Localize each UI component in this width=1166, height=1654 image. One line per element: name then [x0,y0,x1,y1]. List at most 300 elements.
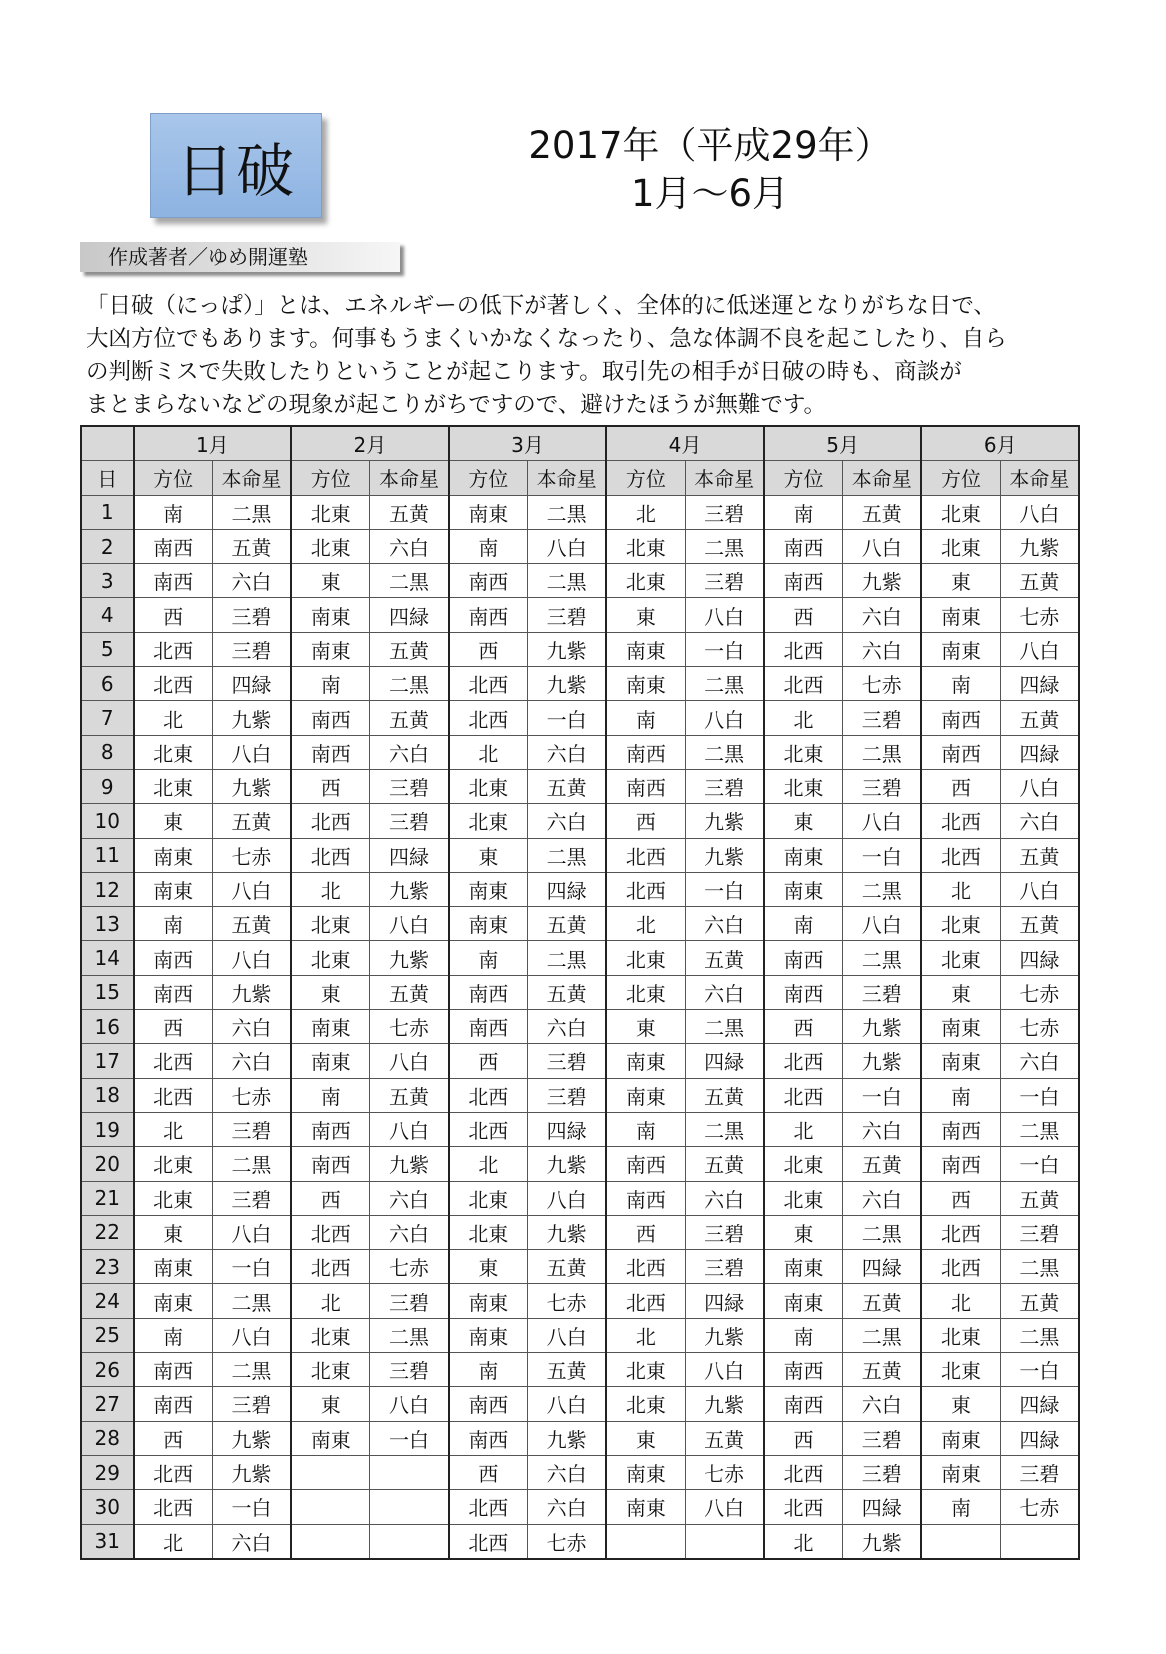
star-cell: 二黒 [685,529,764,563]
direction-cell: 北東 [134,769,213,803]
star-cell: 三碧 [685,495,764,529]
direction-cell: 東 [764,804,843,838]
star-cell: 六白 [527,735,606,769]
direction-cell: 北東 [134,1181,213,1215]
direction-cell: 南西 [764,564,843,598]
day-cell: 22 [81,1215,134,1249]
star-cell: 八白 [370,1112,449,1146]
direction-cell: 南東 [921,1044,1000,1078]
direction-cell: 北西 [764,1044,843,1078]
star-cell: 八白 [1000,769,1079,803]
direction-cell: 北西 [134,1044,213,1078]
direction-cell: 北東 [449,1181,528,1215]
day-cell: 23 [81,1250,134,1284]
star-cell: 七赤 [370,1250,449,1284]
star-cell: 四緑 [212,667,291,701]
direction-cell: 西 [764,1010,843,1044]
day-cell: 7 [81,701,134,735]
corner-cell [81,426,134,461]
direction-cell: 南西 [449,1387,528,1421]
direction-cell: 北 [764,701,843,735]
direction-cell: 南東 [606,632,685,666]
direction-cell: 南 [449,529,528,563]
direction-cell: 北東 [921,1318,1000,1352]
star-cell: 一白 [1000,1147,1079,1181]
star-cell: 四緑 [370,838,449,872]
star-cell: 八白 [685,598,764,632]
day-cell: 21 [81,1181,134,1215]
star-cell: 九紫 [843,564,922,598]
day-cell: 30 [81,1490,134,1524]
star-cell [370,1524,449,1559]
star-cell: 一白 [843,838,922,872]
direction-cell: 南 [764,495,843,529]
star-header: 本命星 [685,461,764,495]
day-cell: 8 [81,735,134,769]
direction-cell: 北東 [764,735,843,769]
star-cell: 五黄 [527,975,606,1009]
direction-cell: 西 [449,1044,528,1078]
table-row [81,1421,1079,1455]
direction-cell: 南西 [291,735,370,769]
star-cell: 六白 [212,1044,291,1078]
direction-cell: 北西 [291,838,370,872]
direction-cell [606,1524,685,1559]
star-cell: 二黒 [685,735,764,769]
day-cell: 10 [81,804,134,838]
star-cell: 四緑 [1000,941,1079,975]
table-row [81,735,1079,769]
star-cell: 九紫 [527,1421,606,1455]
direction-cell: 南西 [764,529,843,563]
direction-cell: 南西 [291,1112,370,1146]
direction-cell: 西 [449,1455,528,1489]
star-cell: 四緑 [685,1284,764,1318]
direction-cell: 南西 [449,1010,528,1044]
star-cell: 八白 [527,1318,606,1352]
direction-cell: 北東 [606,529,685,563]
star-cell: 八白 [212,735,291,769]
star-cell: 五黄 [685,1421,764,1455]
direction-cell: 西 [291,769,370,803]
direction-cell: 北西 [134,632,213,666]
direction-cell: 南西 [606,735,685,769]
star-cell: 五黄 [843,495,922,529]
star-cell: 二黒 [212,1353,291,1387]
direction-cell: 南西 [449,564,528,598]
star-cell: 五黄 [1000,838,1079,872]
direction-cell: 北 [921,1284,1000,1318]
direction-cell: 北西 [449,1078,528,1112]
star-cell: 四緑 [843,1490,922,1524]
direction-cell: 北西 [134,667,213,701]
direction-cell: 南東 [134,872,213,906]
description-line: の判断ミスで失敗したりということが起こります。取引先の相手が日破の時も、商談が [86,359,962,385]
direction-cell: 南西 [291,701,370,735]
star-cell: 三碧 [685,1250,764,1284]
star-cell: 九紫 [370,941,449,975]
table-row [81,1010,1079,1044]
table-row [81,1387,1079,1421]
direction-header: 方位 [449,461,528,495]
direction-cell: 北 [764,1112,843,1146]
day-header: 日 [81,461,134,495]
star-cell: 六白 [370,1181,449,1215]
star-cell: 八白 [527,1387,606,1421]
star-cell: 一白 [843,1078,922,1112]
direction-cell: 西 [134,598,213,632]
star-cell: 二黒 [685,1010,764,1044]
star-cell: 六白 [843,1112,922,1146]
star-cell: 四緑 [1000,735,1079,769]
star-cell: 九紫 [527,1215,606,1249]
direction-cell: 南東 [921,1010,1000,1044]
direction-cell: 北東 [449,1215,528,1249]
star-cell: 九紫 [843,1010,922,1044]
direction-cell: 北西 [764,632,843,666]
direction-cell: 南東 [134,1284,213,1318]
direction-cell: 南西 [921,701,1000,735]
direction-cell: 南西 [921,1112,1000,1146]
direction-cell: 南西 [134,941,213,975]
star-cell: 六白 [843,1387,922,1421]
star-cell [685,1524,764,1559]
direction-cell: 南 [921,1078,1000,1112]
direction-header: 方位 [764,461,843,495]
star-header: 本命星 [370,461,449,495]
table-row [81,1044,1079,1078]
table-row [81,804,1079,838]
direction-cell: 北西 [449,667,528,701]
star-cell: 三碧 [843,975,922,1009]
direction-cell: 南西 [449,975,528,1009]
star-cell: 三碧 [370,804,449,838]
direction-cell: 北西 [606,872,685,906]
day-cell: 19 [81,1112,134,1146]
direction-cell: 南 [449,1353,528,1387]
star-cell: 一白 [212,1250,291,1284]
table-row [81,1215,1079,1249]
day-cell: 6 [81,667,134,701]
star-cell: 五黄 [212,529,291,563]
star-cell: 七赤 [1000,975,1079,1009]
direction-cell: 北 [134,1524,213,1559]
direction-cell: 北西 [134,1490,213,1524]
direction-cell: 西 [921,769,1000,803]
star-cell: 二黒 [370,1318,449,1352]
star-cell: 五黄 [685,1147,764,1181]
direction-cell: 南東 [921,1455,1000,1489]
star-cell: 七赤 [370,1010,449,1044]
star-cell: 六白 [1000,804,1079,838]
table-row [81,907,1079,941]
table-row [81,1353,1079,1387]
direction-cell: 南 [921,1490,1000,1524]
star-cell: 五黄 [212,804,291,838]
star-cell: 二黒 [843,735,922,769]
star-cell: 一白 [1000,1353,1079,1387]
star-cell: 二黒 [843,1318,922,1352]
star-cell: 六白 [843,632,922,666]
table-row [81,941,1079,975]
direction-cell: 北東 [921,495,1000,529]
table-row [81,1250,1079,1284]
nippa-table [80,425,1080,1560]
star-cell: 九紫 [685,838,764,872]
direction-cell: 西 [291,1181,370,1215]
direction-cell: 北東 [449,804,528,838]
direction-cell: 西 [606,804,685,838]
day-cell: 18 [81,1078,134,1112]
direction-cell: 東 [921,1387,1000,1421]
star-cell: 五黄 [212,907,291,941]
day-cell: 31 [81,1524,134,1559]
direction-cell: 東 [921,975,1000,1009]
direction-cell: 北西 [764,667,843,701]
star-cell: 八白 [843,907,922,941]
direction-cell: 南東 [764,1250,843,1284]
star-cell: 五黄 [527,1353,606,1387]
direction-cell: 北東 [764,769,843,803]
direction-cell: 北西 [606,838,685,872]
star-cell: 七赤 [1000,598,1079,632]
star-cell: 九紫 [212,1455,291,1489]
direction-cell: 南 [764,907,843,941]
day-cell: 26 [81,1353,134,1387]
star-cell: 二黒 [1000,1112,1079,1146]
direction-cell: 南西 [449,1421,528,1455]
star-cell: 六白 [527,1490,606,1524]
month-header: 2月 [291,426,449,461]
table-row [81,975,1079,1009]
star-cell: 二黒 [212,495,291,529]
star-cell: 六白 [843,598,922,632]
star-cell: 九紫 [370,872,449,906]
direction-cell: 南東 [291,1421,370,1455]
star-cell: 五黄 [685,941,764,975]
direction-cell: 南 [291,1078,370,1112]
heading-months: 1月～6月 [630,172,790,215]
star-cell: 三碧 [370,1353,449,1387]
star-cell: 二黒 [843,872,922,906]
direction-cell: 北 [921,872,1000,906]
month-header: 3月 [449,426,607,461]
direction-cell: 西 [921,1181,1000,1215]
day-cell: 5 [81,632,134,666]
star-cell: 三碧 [527,598,606,632]
direction-cell: 南西 [764,1387,843,1421]
star-header: 本命星 [1000,461,1079,495]
direction-cell: 南東 [291,1044,370,1078]
direction-cell: 北 [449,1147,528,1181]
direction-cell: 北東 [291,941,370,975]
direction-cell: 北西 [921,1250,1000,1284]
star-cell: 一白 [527,701,606,735]
direction-cell: 北西 [606,1250,685,1284]
star-cell: 六白 [370,1215,449,1249]
star-cell: 六白 [370,529,449,563]
direction-cell: 北 [606,1318,685,1352]
direction-cell: 東 [606,1010,685,1044]
star-cell: 三碧 [843,769,922,803]
page-title: 日破 [150,113,322,218]
month-header: 4月 [606,426,764,461]
direction-cell: 南 [606,1112,685,1146]
star-cell: 三碧 [527,1044,606,1078]
direction-cell: 北 [134,1112,213,1146]
star-cell: 四緑 [1000,667,1079,701]
star-cell: 七赤 [843,667,922,701]
direction-cell: 南西 [606,1147,685,1181]
direction-cell: 南東 [764,872,843,906]
day-cell: 16 [81,1010,134,1044]
table-row [81,564,1079,598]
star-cell: 一白 [212,1490,291,1524]
direction-cell: 南西 [134,975,213,1009]
direction-cell: 北西 [134,1078,213,1112]
star-cell: 三碧 [685,564,764,598]
star-cell: 七赤 [1000,1010,1079,1044]
direction-cell: 西 [134,1010,213,1044]
direction-cell: 北西 [764,1455,843,1489]
star-cell: 五黄 [370,975,449,1009]
star-cell: 五黄 [370,1078,449,1112]
direction-cell: 南東 [606,1044,685,1078]
star-cell: 七赤 [527,1524,606,1559]
star-cell: 四緑 [1000,1421,1079,1455]
day-cell: 17 [81,1044,134,1078]
star-cell: 一白 [370,1421,449,1455]
direction-cell: 北西 [449,1524,528,1559]
direction-cell: 南 [291,667,370,701]
star-cell: 八白 [1000,495,1079,529]
description-line: 「日破（にっぱ）」とは、エネルギーの低下が著しく、全体的に低迷運となりがちな日で、 [86,293,996,319]
direction-cell [291,1490,370,1524]
month-header: 6月 [921,426,1079,461]
direction-cell: 南 [134,1318,213,1352]
day-cell: 27 [81,1387,134,1421]
star-cell: 五黄 [843,1353,922,1387]
star-cell: 三碧 [843,701,922,735]
direction-cell: 東 [449,838,528,872]
direction-header: 方位 [921,461,1000,495]
day-cell: 1 [81,495,134,529]
star-cell: 八白 [370,1044,449,1078]
table-row [81,529,1079,563]
star-cell: 九紫 [1000,529,1079,563]
star-cell: 四緑 [370,598,449,632]
day-cell: 14 [81,941,134,975]
star-cell: 九紫 [685,1318,764,1352]
direction-cell: 北西 [921,838,1000,872]
table-row [81,1181,1079,1215]
star-cell: 六白 [527,1010,606,1044]
direction-cell: 西 [134,1421,213,1455]
direction-cell: 東 [606,1421,685,1455]
sub-header-row [81,461,1079,495]
star-cell: 五黄 [527,769,606,803]
direction-cell: 南東 [449,907,528,941]
direction-cell: 南西 [134,1387,213,1421]
star-cell: 六白 [843,1181,922,1215]
direction-cell: 北西 [291,1215,370,1249]
direction-cell: 北東 [291,495,370,529]
star-cell: 八白 [370,1387,449,1421]
direction-cell: 北東 [291,1353,370,1387]
direction-cell: 南 [449,941,528,975]
direction-cell: 東 [449,1250,528,1284]
direction-cell: 北 [291,872,370,906]
star-cell: 二黒 [527,495,606,529]
direction-cell: 北東 [921,529,1000,563]
direction-cell: 南東 [449,1318,528,1352]
star-cell: 二黒 [212,1147,291,1181]
direction-cell: 南西 [764,975,843,1009]
table-row [81,1284,1079,1318]
direction-cell: 南西 [921,735,1000,769]
table-row [81,632,1079,666]
star-cell: 五黄 [1000,1181,1079,1215]
star-cell: 四緑 [527,1112,606,1146]
direction-cell: 東 [291,1387,370,1421]
direction-cell: 南 [606,701,685,735]
star-cell: 三碧 [370,769,449,803]
table-body [81,495,1079,1559]
star-cell: 二黒 [370,564,449,598]
star-header: 本命星 [527,461,606,495]
direction-cell: 北西 [764,1490,843,1524]
direction-cell: 北西 [764,1078,843,1112]
star-cell: 三碧 [212,1112,291,1146]
direction-cell: 北東 [449,769,528,803]
star-cell: 五黄 [685,1078,764,1112]
direction-cell: 北西 [134,1455,213,1489]
star-cell: 一白 [685,872,764,906]
day-cell: 25 [81,1318,134,1352]
direction-cell: 北東 [921,1353,1000,1387]
direction-cell: 東 [764,1215,843,1249]
direction-cell: 北西 [449,1112,528,1146]
star-cell: 六白 [685,975,764,1009]
direction-cell: 南西 [134,1353,213,1387]
star-cell: 五黄 [370,495,449,529]
star-cell: 三碧 [212,598,291,632]
star-cell: 六白 [212,1010,291,1044]
direction-cell: 南東 [449,1284,528,1318]
star-cell: 八白 [527,529,606,563]
day-cell: 13 [81,907,134,941]
star-cell: 六白 [685,907,764,941]
star-cell: 二黒 [370,667,449,701]
star-cell: 八白 [370,907,449,941]
direction-cell: 南東 [606,1078,685,1112]
star-cell: 七赤 [212,838,291,872]
star-cell: 三碧 [212,1181,291,1215]
direction-cell: 南西 [764,1353,843,1387]
star-cell: 二黒 [685,1112,764,1146]
direction-cell: 北 [291,1284,370,1318]
day-cell: 4 [81,598,134,632]
direction-cell: 北東 [606,1387,685,1421]
star-cell: 九紫 [843,1044,922,1078]
direction-cell: 北東 [134,735,213,769]
table-row [81,598,1079,632]
star-cell: 九紫 [212,975,291,1009]
star-cell: 九紫 [212,701,291,735]
star-cell: 三碧 [685,769,764,803]
direction-cell: 北西 [291,804,370,838]
table-row [81,1147,1079,1181]
